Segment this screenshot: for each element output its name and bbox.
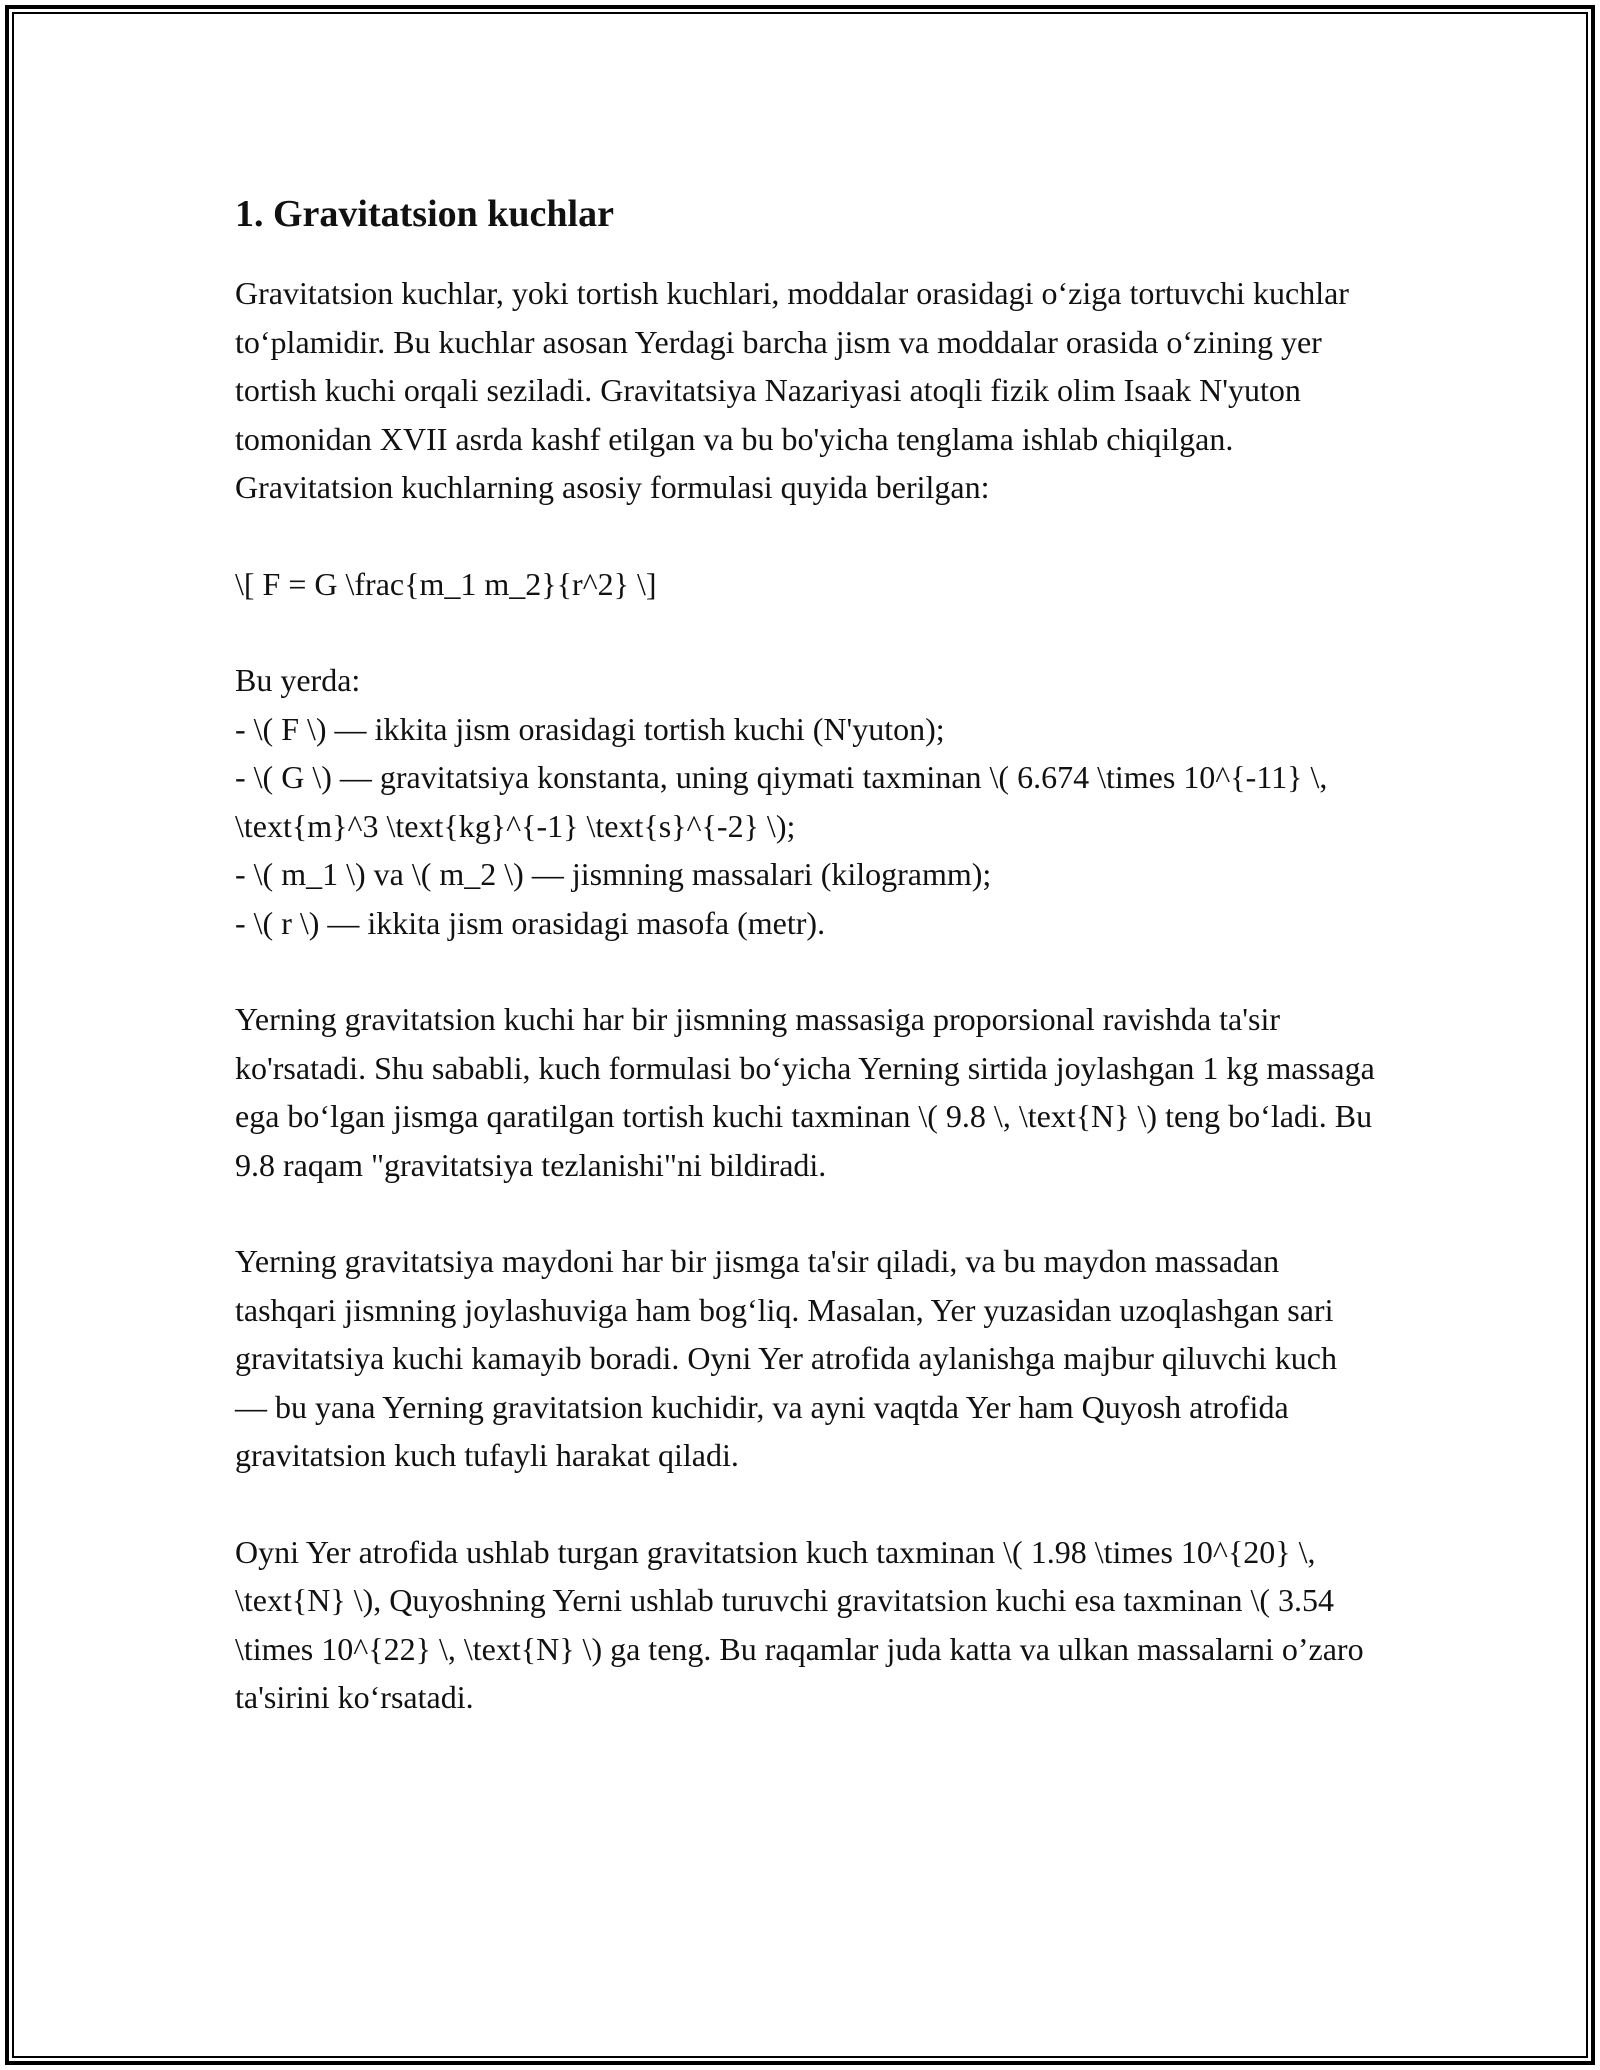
body-paragraph: Yerning gravitatsiya maydoni har bir jismga ta'sir qiladi, va bu maydon massadan tashqari jismning joylashuviga ham bog‘liq. Masalan, Yer yuzasidan uzoqlashgan sari gravitatsiya kuchi kamayib boradi. Oyni Yer atrofida aylanishga majbur qiluvchi kuch — bu yana Yerning gravitatsion kuchidir, va ayni vaqtda Yer ham Quyosh atrofida gravitatsion kuch tufayli harakat qiladi. [235, 1243, 1337, 1473]
body-paragraph: Oyni Yer atrofida ushlab turgan gravitatsion kuch taxminan \( 1.98 \times 10^{20} \, \text{N} \), Quyoshning Yerni ushlab turuvchi gravitatsion kuchi esa taxminan \( 3.54 \times 10^{22} \, \text{N} \) ga teng. Bu raqamlar juda katta va ulkan massalarni o’zaro ta'sirini ko‘rsatadi. [235, 1533, 1364, 1715]
intro-paragraph: Gravitatsion kuchlar, yoki tortish kuchlari, moddalar orasidagi o‘ziga tortuvchi kuchlar to‘plamidir. Bu kuchlar asosan Yerdagi barcha jism va moddalar orasida o‘zining yer tortish kuchi orqali seziladi. Gravitatsiya Nazariyasi atoqli fizik olim Isaak N'yuton tomonidan XVII asrda kashf etilgan va bu bo'yicha tenglama ishlab chiqilgan. Gravitatsion kuchlarning asosiy formulasi quyida berilgan: [235, 275, 1349, 505]
section-heading: 1. Gravitatsion kuchlar [235, 193, 614, 235]
body-paragraph: Yerning gravitatsion kuchi har bir jismning massasiga proporsional ravishda ta'sir ko'rsatadi. Shu sababli, kuch formulasi bo‘yicha Yerning sirtida joylashgan 1 kg massaga ega bo‘lgan jismga qaratilgan tortish kuchi taxminan \( 9.8 \, \text{N} \) teng bo‘ladi. Bu 9.8 raqam "gravitatsiya tezlanishi"ni bildiradi. [235, 1001, 1375, 1183]
document-body [235, 186, 1375, 1770]
definition-item: - \( r \) — ikkita jism orasidagi masofa (metr). [235, 904, 826, 941]
definition-item: - \( G \) — gravitatsiya konstanta, uning qiymati taxminan \( 6.674 \times 10^{-11} \, \text{m}^3 \text{kg}^{-1} \text{s}^{-2} \); [235, 759, 1328, 844]
definitions-lead: Bu yerda: [235, 662, 361, 698]
gravitation-formula: \[ F = G \frac{m_1 m_2}{r^2} \] [235, 565, 657, 602]
definition-item: - \( F \) — ikkita jism orasidagi tortish kuchi (N'yuton); [235, 710, 945, 747]
definitions-list [235, 656, 1375, 947]
definition-item: - \( m_1 \) va \( m_2 \) — jismning massalari (kilogramm); [235, 856, 992, 892]
